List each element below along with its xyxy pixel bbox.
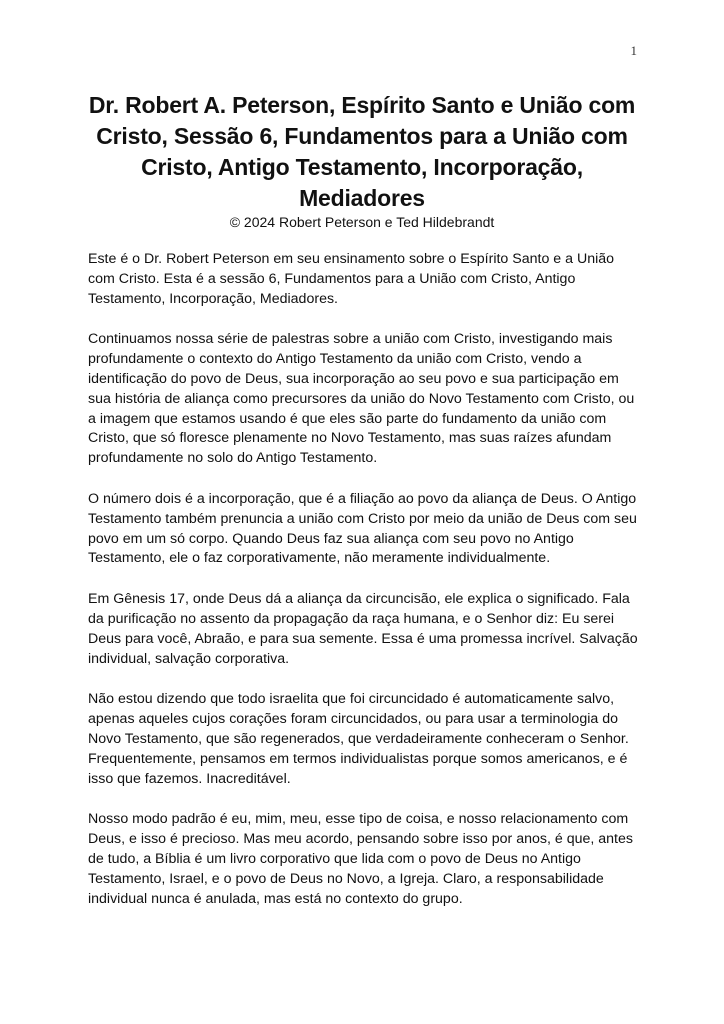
page-number: 1	[630, 43, 637, 58]
paragraph-2: Continuamos nossa série de palestras sobre a união com Cristo, investigando mais profundamente o contexto do Antigo Testamento da união com Cristo, vendo a identificação do povo de Deus, sua incorporação ao seu povo e sua participação em sua história de aliança como precursores da união do Novo Testamento com Cristo, ou a imagem que estamos usando é que eles são parte do fundamento da união com Cristo, que só floresce plenamente no Novo Testamento, mas suas raízes afundam profundamente no solo do Antigo Testamento.	[88, 331, 635, 467]
document-title: Dr. Robert A. Peterson, Espírito Santo e União com Cristo, Sessão 6, Fundamentos para a União com Cristo, Antigo Testamento, Incorporação, Mediadores	[88, 92, 636, 211]
paragraph-5: Não estou dizendo que todo israelita que foi circuncidado é automaticamente salvo, apenas aqueles cujos corações foram circuncidados, ou para usar a terminologia do Novo Testamento, que são regenerados, que verdadeiramente conheceram o Senhor. Frequentemente, pensamos em termos individualistas porque somos americanos, e é isso que fazemos. Inacreditável.	[88, 691, 629, 787]
document-body	[88, 250, 638, 930]
paragraph-4: Em Gênesis 17, onde Deus dá a aliança da circuncisão, ele explica o significado. Fala da purificação no assento da propagação da raça humana, e o Senhor diz: Eu serei Deus para você, Abraão, e para sua semente. Essa é uma promessa incrível. Salvação individual, salvação corporativa.	[88, 591, 638, 667]
copyright-line: © 2024 Robert Peterson e Ted Hildebrandt	[229, 214, 495, 230]
paragraph-1: Este é o Dr. Robert Peterson em seu ensinamento sobre o Espírito Santo e a União com Cristo. Esta é a sessão 6, Fundamentos para a União com Cristo, Antigo Testamento, Incorporação, Mediadores.	[88, 251, 615, 307]
paragraph-3: O número dois é a incorporação, que é a filiação ao povo da aliança de Deus. O Antigo Testamento também prenuncia a união com Cristo por meio da união de Deus com seu povo em um só corpo. Quando Deus faz sua aliança com seu povo no Antigo Testamento, ele o faz corporativamente, não meramente individualmente.	[88, 490, 637, 567]
paragraph-6: Nosso modo padrão é eu, mim, meu, esse tipo de coisa, e nosso relacionamento com Deus, e isso é precioso. Mas meu acordo, pensando sobre isso por anos, é que, antes de tudo, a Bíblia é um livro corporativo que lida com o povo de Deus no Antigo Testamento, Israel, e o povo de Deus no Novo, a Igreja. Claro, a responsabilidade individual nunca é anulada, mas está no contexto do grupo.	[88, 811, 633, 907]
